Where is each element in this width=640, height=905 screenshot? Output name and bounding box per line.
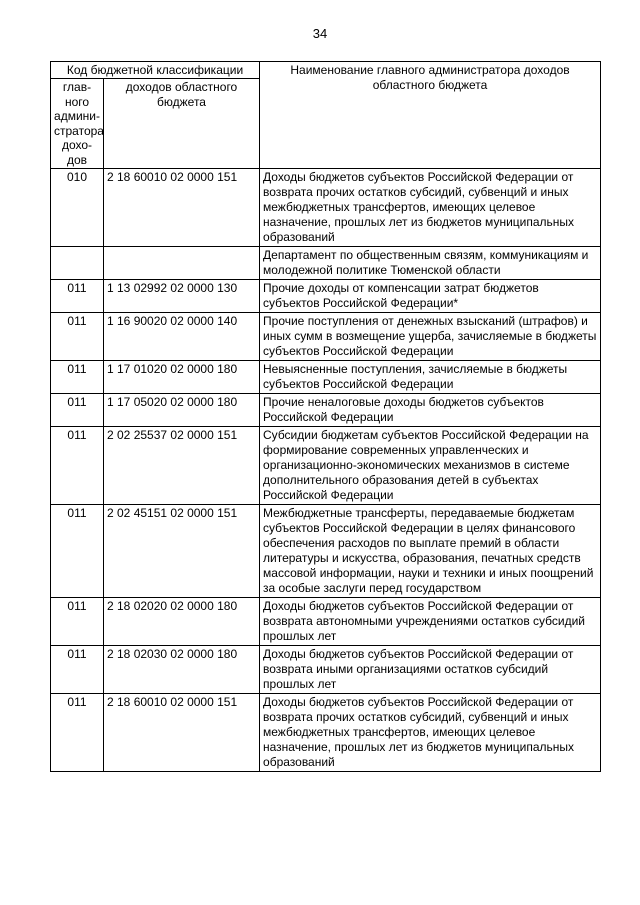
admin-code-cell bbox=[51, 247, 104, 280]
income-code-cell: 2 18 60010 02 0000 151 bbox=[104, 169, 260, 247]
income-code-cell: 2 18 02030 02 0000 180 bbox=[104, 646, 260, 694]
table-row bbox=[51, 646, 601, 694]
income-name-cell: Прочие доходы от компенсации затрат бюджетов субъектов Российской Федерации* bbox=[260, 280, 601, 313]
income-name-cell: Прочие поступления от денежных взысканий (штрафов) и иных сумм в возмещение ущерба, зачисляемые в бюджеты субъектов Российской Федерации bbox=[260, 313, 601, 361]
table-row bbox=[51, 313, 601, 361]
admin-code-cell: 010 bbox=[51, 169, 104, 247]
income-code-cell: 1 17 01020 02 0000 180 bbox=[104, 361, 260, 394]
income-name-cell: Невыясненные поступления, зачисляемые в бюджеты субъектов Российской Федерации bbox=[260, 361, 601, 394]
income-code-cell: 1 16 90020 02 0000 140 bbox=[104, 313, 260, 361]
income-code-cell: 2 02 45151 02 0000 151 bbox=[104, 505, 260, 598]
income-code-cell: 2 18 60010 02 0000 151 bbox=[104, 694, 260, 772]
page-number: 34 bbox=[312, 26, 328, 41]
department-name-cell: Департамент по общественным связям, коммуникациям и молодежной политике Тюменской области bbox=[260, 247, 601, 280]
admin-code-cell: 011 bbox=[51, 361, 104, 394]
header-budget-classification-code: Код бюджетной классификации bbox=[51, 62, 260, 79]
income-code-cell: 1 17 05020 02 0000 180 bbox=[104, 394, 260, 427]
table-row bbox=[51, 280, 601, 313]
table-header-group-row bbox=[51, 62, 601, 79]
table-row bbox=[51, 361, 601, 394]
header-administrator-name: Наименование главного администратора доходов областного бюджета bbox=[260, 62, 601, 169]
admin-code-cell: 011 bbox=[51, 313, 104, 361]
income-name-cell: Прочие неналоговые доходы бюджетов субъектов Российской Федерации bbox=[260, 394, 601, 427]
table-row bbox=[51, 598, 601, 646]
income-name-cell: Субсидии бюджетам субъектов Российской Федерации на формирование современных управленческих и организационно-экономических механизмов в системе дополнительного образования детей в субъектах Российской Федерации bbox=[260, 427, 601, 505]
table-row bbox=[51, 427, 601, 505]
admin-code-cell: 011 bbox=[51, 598, 104, 646]
header-admin-code: глав-ного админи-стратора дохо-дов bbox=[51, 79, 104, 169]
admin-code-cell: 011 bbox=[51, 646, 104, 694]
income-name-cell: Доходы бюджетов субъектов Российской Федерации от возврата прочих остатков субсидий, субвенций и иных межбюджетных трансфертов, имеющих целевое назначение, прошлых лет из бюджетов муниципальных образований bbox=[260, 169, 601, 247]
income-name-cell: Доходы бюджетов субъектов Российской Федерации от возврата автономными учреждениями остатков субсидий прошлых лет bbox=[260, 598, 601, 646]
admin-code-cell: 011 bbox=[51, 394, 104, 427]
income-code-cell: 2 18 02020 02 0000 180 bbox=[104, 598, 260, 646]
budget-classification-table bbox=[50, 61, 601, 772]
admin-code-cell: 011 bbox=[51, 280, 104, 313]
table-row bbox=[51, 694, 601, 772]
income-name-cell: Доходы бюджетов субъектов Российской Федерации от возврата прочих остатков субсидий, субвенций и иных межбюджетных трансфертов, имеющих целевое назначение, прошлых лет из бюджетов муниципальных образований bbox=[260, 694, 601, 772]
income-name-cell: Доходы бюджетов субъектов Российской Федерации от возврата иными организациями остатков субсидий прошлых лет bbox=[260, 646, 601, 694]
admin-code-cell: 011 bbox=[51, 427, 104, 505]
income-code-cell: 2 02 25537 02 0000 151 bbox=[104, 427, 260, 505]
admin-code-cell: 011 bbox=[51, 694, 104, 772]
income-name-cell: Межбюджетные трансферты, передаваемые бюджетам субъектов Российской Федерации в целях финансового обеспечения расходов по выплате премий в области литературы и искусства, образования, печатных средств массовой информации, науки и техники и иных поощрений за особые заслуги перед государством bbox=[260, 505, 601, 598]
department-row bbox=[51, 247, 601, 280]
admin-code-cell: 011 bbox=[51, 505, 104, 598]
income-code-cell: 1 13 02992 02 0000 130 bbox=[104, 280, 260, 313]
header-income-code: доходов областного бюджета bbox=[104, 79, 260, 169]
table-body bbox=[51, 169, 601, 772]
table-row bbox=[51, 394, 601, 427]
income-code-cell bbox=[104, 247, 260, 280]
table-row bbox=[51, 169, 601, 247]
table-row bbox=[51, 505, 601, 598]
